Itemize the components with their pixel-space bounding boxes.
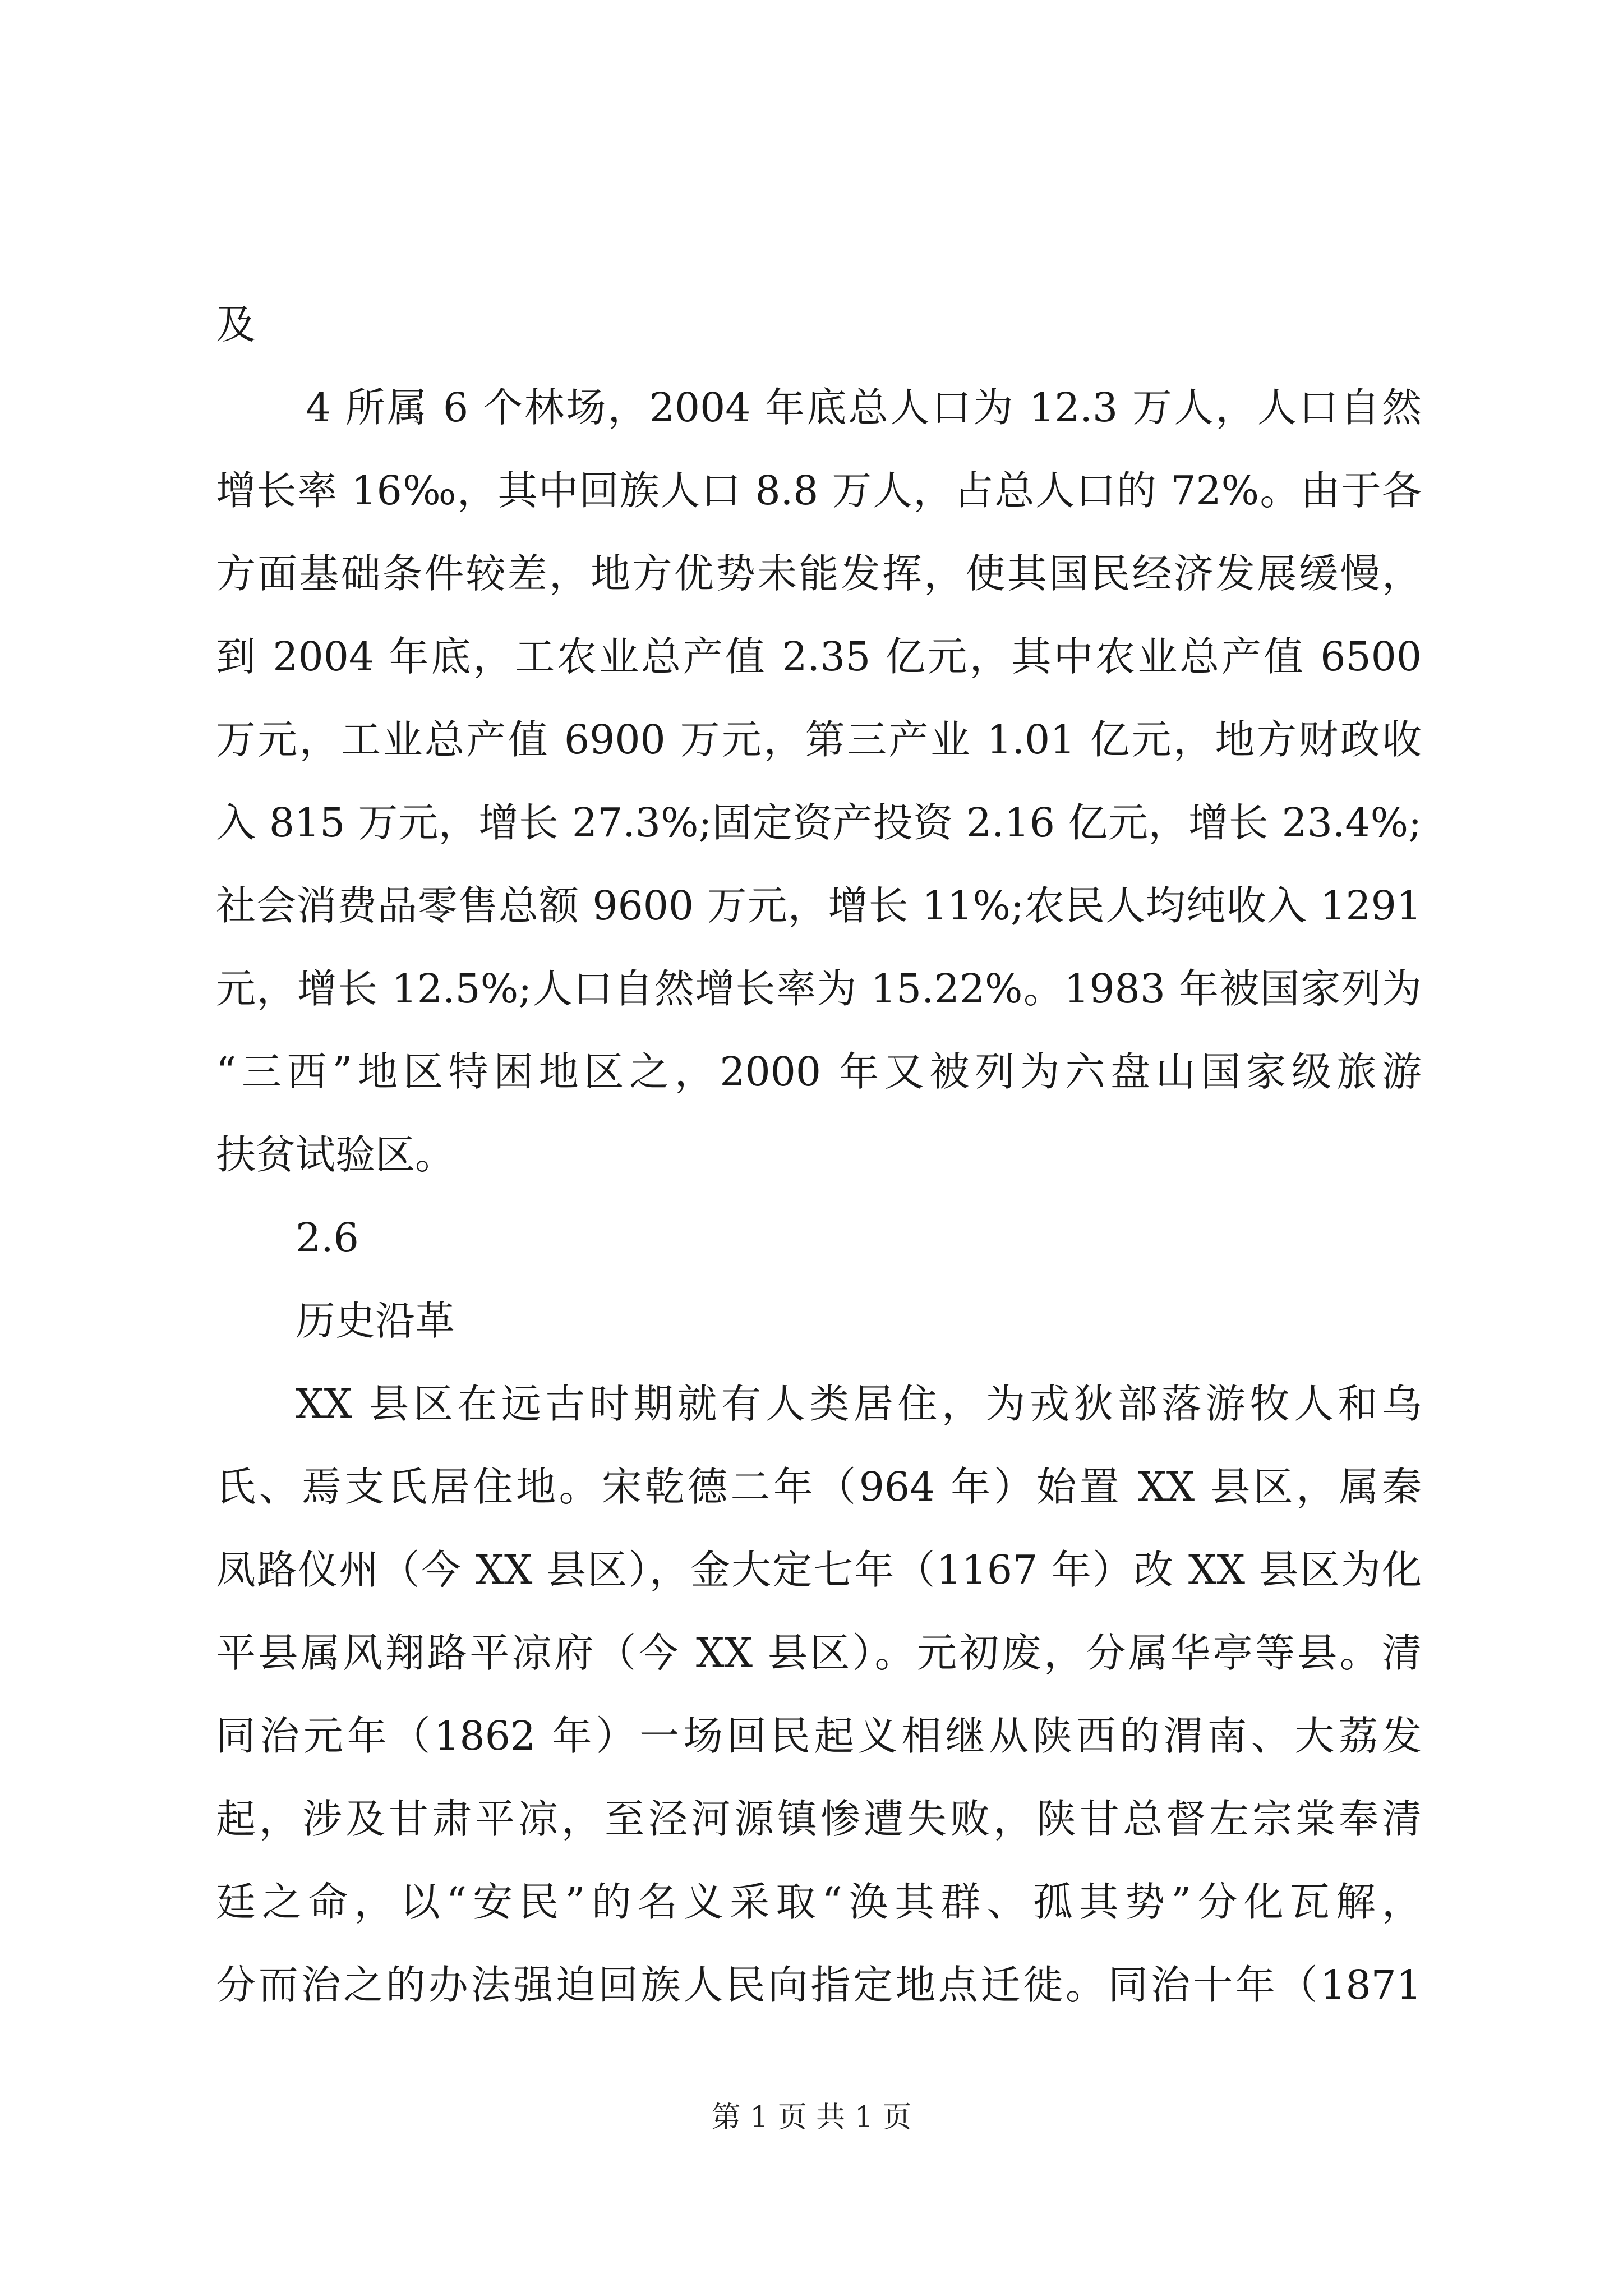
text-line-18: 同治元年（1862 年）一场回民起义相继从陕西的渭南、大荔发 [216, 1713, 1422, 1759]
text-line-17: 平县属风翔路平凉府（今 XX 县区）。元初废，分属华亭等县。清 [216, 1630, 1422, 1676]
text-line-6: 万元，工业总产值 6900 万元，第三产业 1.01 亿元，地方财政收 [216, 716, 1422, 763]
text-line-8: 社会消费品零售总额 9600 万元，增长 11%;农民人均纯收入 1291 [216, 882, 1422, 929]
text-line-3: 增长率 16‰，其中回族人口 8.8 万人，占总人口的 72%。由于各 [216, 467, 1422, 514]
text-line-1: 及 [216, 301, 256, 348]
text-line-16: 凤路仪州（今 XX 县区），金大定七年（1167 年）改 XX 县区为化 [216, 1547, 1422, 1593]
text-line-20: 廷之命，以“安民”的名义采取“涣其群、孤其势”分化瓦解， [216, 1879, 1422, 1925]
text-line-7: 入 815 万元，增长 27.3%;固定资产投资 2.16 亿元，增长 23.4%; [216, 799, 1422, 846]
text-line-4: 方面基础条件较差，地方优势未能发挥，使其国民经济发展缓慢， [216, 550, 1422, 597]
text-line-19: 起，涉及甘肃平凉，至泾河源镇惨遭失败，陕甘总督左宗棠奉清 [216, 1796, 1422, 1842]
text-line-9: 元，增长 12.5%;人口自然增长率为 15.22%。1983 年被国家列为 [216, 965, 1422, 1012]
text-line-14: XX 县区在远古时期就有人类居住，为戎狄部落游牧人和乌 [296, 1381, 1422, 1427]
text-line-5: 到 2004 年底，工农业总产值 2.35 亿元，其中农业总产值 6500 [216, 633, 1422, 680]
section-number: 2.6 [296, 1214, 359, 1261]
text-line-11: 扶贫试验区。 [216, 1131, 455, 1178]
document-body [216, 283, 1422, 2027]
text-line-15: 氏、焉支氏居住地。宋乾德二年（964 年）始置 XX 县区，属秦 [216, 1464, 1422, 1510]
text-line-2: 4 所属 6 个林场，2004 年底总人口为 12.3 万人，人口自然 [306, 384, 1422, 431]
page-footer: 第 1 页 共 1 页 [711, 2101, 912, 2134]
section-title: 历史沿革 [296, 1297, 455, 1344]
text-line-21: 分而治之的办法强迫回族人民向指定地点迁徙。同治十年（1871 [216, 1962, 1422, 2008]
text-line-10: “三西”地区特困地区之，2000 年又被列为六盘山国家级旅游 [216, 1048, 1422, 1095]
